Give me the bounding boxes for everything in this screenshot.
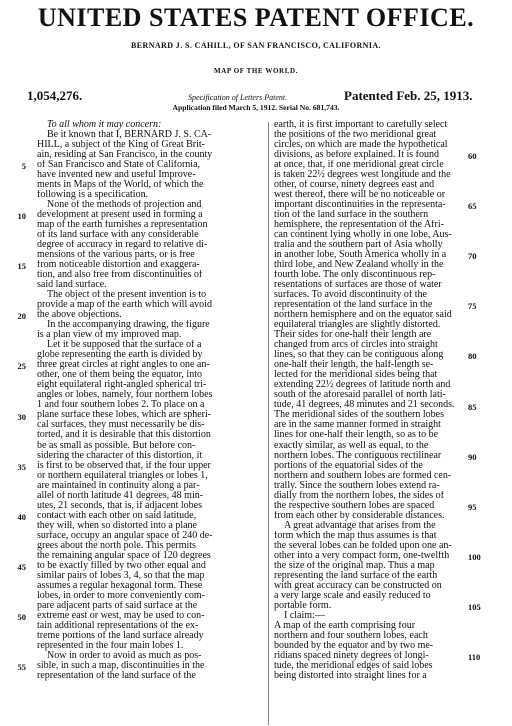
text-line: contact with each other on said latitude, [37, 510, 197, 521]
text-line: the above objections. [37, 310, 122, 321]
text-line: None of the methods of projection and [47, 200, 202, 211]
right-column-text [274, 120, 466, 681]
text-line: of its land surface with any considerable [37, 230, 199, 241]
text-line: sidering the character of this distortion, it [37, 450, 203, 461]
text-line: in another lobe, South America wholly in a [274, 250, 447, 261]
text-line: treme portions of the land surface already [37, 630, 204, 641]
text-line: other, of course, ninety degrees east and [274, 180, 435, 191]
text-line: other, one of them being the equator, into [37, 370, 202, 381]
text-line: portions of the equatorial sides of the [274, 460, 423, 471]
line-number: 80 [468, 351, 477, 362]
text-line: dially from the northern lobes, the sides of [274, 490, 444, 501]
text-line: the several lobes can be folded upon one an- [274, 540, 452, 551]
line-number: 95 [468, 501, 477, 512]
text-line: HILL, a subject of the King of Great Brit- [37, 140, 206, 151]
text-line: development at present used in forming a [37, 210, 203, 221]
text-line: of San Francisco and State of California, [37, 160, 201, 171]
text-line: is first to be observed that, if the four upper [37, 460, 211, 471]
text-line: to be exactly filled by two other equal and [37, 560, 206, 571]
text-line: hemisphere, the representation of the Afri- [274, 220, 444, 231]
text-line: plane surface these lobes, which are spheri- [37, 410, 212, 421]
line-number: 85 [468, 401, 477, 412]
text-line: three great circles at right angles to one an- [37, 360, 210, 371]
text-line: they will, when so distorted into a plane [37, 520, 197, 531]
text-line: The object of the present invention is to [47, 290, 207, 301]
text-line: A map of the earth comprising four [274, 620, 416, 631]
text-line: have invented new and useful Improve- [37, 170, 196, 181]
text-line: the respective southern lobes are spaced [274, 500, 435, 511]
line-number: 65 [468, 201, 477, 212]
text-line: extreme east or west, may be used to con- [37, 610, 205, 621]
spec-label: Specification of Letters Patent. [188, 93, 288, 102]
column-divider [268, 122, 269, 725]
line-number: 35 [17, 461, 26, 472]
text-line: angles or lobes, namely, four northern lobes [37, 390, 213, 401]
text-line: I claim:— [284, 610, 325, 621]
text-line: exactly similar, as well as equal, to the [274, 440, 429, 451]
text-line: mensions of the various parts, or is free [37, 250, 195, 261]
text-line: 1 and four southern lobes 2. To place on a [37, 400, 205, 411]
text-line: the positions of the two meridional great [274, 130, 437, 141]
line-number: 25 [17, 361, 26, 372]
line-number: 20 [17, 311, 26, 322]
text-line: surfaces. To avoid discontinuity of the [274, 290, 427, 301]
text-line: from each other by considerable distances. [274, 510, 445, 521]
text-line: eight equilateral right-angled spherical tri- [37, 380, 207, 391]
line-number: 45 [17, 561, 26, 572]
text-line: degree of accuracy in regard to relative di- [37, 240, 208, 251]
line-number: 5 [21, 161, 26, 172]
line-number: 100 [468, 551, 481, 562]
text-line: or northern equilateral triangles or lobes 1, [37, 470, 208, 481]
text-line: assumes a regular hexagonal form. These [37, 580, 203, 591]
text-line: sible, in such a map, discontinuities in the [37, 660, 205, 671]
text-line: torted, and it is desirable that this distortion [37, 430, 211, 441]
line-number: 15 [17, 261, 26, 272]
text-line: following is a specification. [37, 190, 149, 201]
text-line: tude, 41 degrees, 48 minutes and 21 seconds. [274, 400, 455, 411]
text-line: is a plan view of my improved map. [37, 330, 182, 341]
text-line: cal surfaces, they must necessarily be dis- [37, 420, 205, 431]
text-line: earth, it is first important to carefully select [274, 120, 448, 130]
text-line: northern lobes. The contiguous rectilinear [274, 450, 442, 461]
text-line: be as small as possible. But before con- [37, 440, 196, 451]
text-line: Be it known that I, BERNARD J. S. CA- [47, 130, 212, 141]
text-line: tude, the meridional edges of said lobes [274, 660, 433, 671]
text-line: In the accompanying drawing, the figure [47, 320, 210, 331]
text-line: northern hemisphere and on the equator said [274, 310, 452, 321]
text-line: said land surface. [37, 280, 107, 291]
text-line: tion of the land surface in the southern [274, 210, 429, 221]
text-line: form which the map thus assumes is that [274, 530, 437, 541]
text-line: can continent lying wholly in one lobe, Aus- [274, 230, 452, 241]
text-line: northern and southern lobes are formed cen- [274, 470, 452, 481]
text-line: extending 22½ degrees of latitude north and [274, 380, 451, 391]
text-line: third lobe, and New Zealand wholly in the [274, 260, 444, 271]
text-line: lines, so that they can be contiguous along [274, 350, 444, 361]
text-line: circles, on which are made the hypothetical [274, 140, 448, 151]
text-line: surface, occupy an angular space of 240 de- [37, 530, 213, 541]
line-number: 70 [468, 251, 477, 262]
text-line: changed from arcs of circles into straight [274, 340, 438, 351]
text-line: west thereof, there will be no noticeable or [274, 190, 446, 201]
line-number: 55 [17, 662, 26, 673]
line-number: 30 [17, 411, 26, 422]
text-line: represented in the four main lobes 1. [37, 640, 184, 651]
text-line: a very large scale and easily reduced to [274, 590, 431, 601]
text-line: pare adjacent parts of said surface at the [37, 600, 198, 611]
text-line: bounded by the equator and by two me- [274, 640, 434, 651]
text-line: at once, that, if one meridional great circle [274, 160, 444, 171]
text-line: Their sides for one-half their length are [274, 330, 432, 341]
text-line: lines for one-half their length, so as to be [274, 430, 439, 441]
text-line: from noticeable distortion and exaggera- [37, 260, 200, 271]
text-line: allel of north latitude 41 degrees, 48 min- [37, 490, 204, 501]
inventor-line: BERNARD J. S. CAHILL, OF SAN FRANCISCO, CALIFORNIA. [131, 41, 381, 50]
text-line: fourth lobe. The only discontinuous rep- [274, 270, 436, 281]
invention-title: MAP OF THE WORLD. [214, 67, 298, 75]
line-number: 10 [17, 211, 26, 222]
text-line: tralia and the southern part of Asia wholly [274, 240, 443, 251]
text-line: south of the aforesaid parallel of north lati- [274, 390, 446, 401]
line-number: 60 [468, 151, 477, 162]
text-line: utes, 21 seconds, that is, if adjacent lobes [37, 500, 202, 511]
text-line: A great advantage that arises from the [284, 520, 436, 531]
text-line: lobes, in order to more conveniently com- [37, 590, 206, 601]
text-line: equilateral triangles are slightly distorted. [274, 320, 441, 331]
line-number: 40 [17, 511, 26, 522]
text-line: tain additional representations of the ex- [37, 620, 199, 631]
text-line: map of the earth furnishes a representation [37, 220, 208, 231]
text-line: grees about the north pole. This permits [37, 540, 196, 551]
text-line: lected for the meridional sides being that [274, 370, 438, 381]
line-number: 50 [17, 611, 26, 622]
text-line: representing the land surface of the earth [274, 570, 438, 581]
line-number: 90 [468, 451, 477, 462]
text-line: The meridional sides of the southern lobes [274, 410, 444, 421]
text-line: To all whom it may concern: [47, 120, 162, 130]
text-line: important discontinuities in the representa- [274, 200, 446, 211]
text-line: similar pairs of lobes 3, 4, so that the map [37, 570, 205, 581]
text-line: the size of the original map. Thus a map [274, 560, 435, 571]
line-number: 105 [468, 601, 481, 612]
text-line: ments in Maps of the World, of which the [37, 180, 204, 191]
text-line: trally. Since the southern lobes extend ra- [274, 480, 440, 491]
text-line: other into a very compact form, one-twelfth [274, 550, 450, 561]
text-line: ridians spaced ninety degrees of longi- [274, 650, 429, 661]
text-line: tion, and also free from discontinuities of [37, 270, 203, 281]
text-line: portable form. [274, 600, 332, 611]
text-line: northern and four southern lobes, each [274, 630, 428, 641]
text-line: one-half their length, the half-length se- [274, 360, 434, 371]
text-line: Now in order to avoid as much as pos- [47, 650, 202, 661]
text-line: Let it be supposed that the surface of a [47, 340, 202, 351]
text-line: resentations of surfaces are those of water [274, 280, 442, 291]
text-line: are in the same manner formed in straight [274, 420, 441, 431]
line-number: 110 [468, 652, 481, 663]
left-column-text [37, 120, 262, 681]
text-line: divisions, as before explained. It is found [274, 150, 439, 161]
patented-date: Patented Feb. 25, 1913. [344, 88, 473, 103]
application-line: Application filed March 5, 1912. Serial No. 681,743. [172, 103, 340, 112]
office-title: UNITED STATES PATENT OFFICE. [37, 3, 475, 32]
text-line: representation of the land surface in the [274, 300, 433, 311]
text-line: is taken 22½ degrees west longitude and the [274, 170, 451, 181]
text-line: representation of the land surface of the [37, 670, 196, 681]
patent-number: 1,054,276. [27, 88, 83, 103]
text-line: ain, residing at San Francisco, in the county [37, 150, 213, 161]
text-line: provide a map of the earth which will avoid [37, 300, 212, 311]
text-line: the remaining angular space of 120 degrees [37, 550, 211, 561]
text-line: with great accuracy can be constructed on [274, 580, 442, 591]
text-line: globe representing the earth is divided by [37, 350, 203, 361]
text-line: are maintained in continuity along a par- [37, 480, 200, 491]
line-number: 75 [468, 301, 477, 312]
text-line: being distorted into straight lines for a [274, 670, 427, 681]
